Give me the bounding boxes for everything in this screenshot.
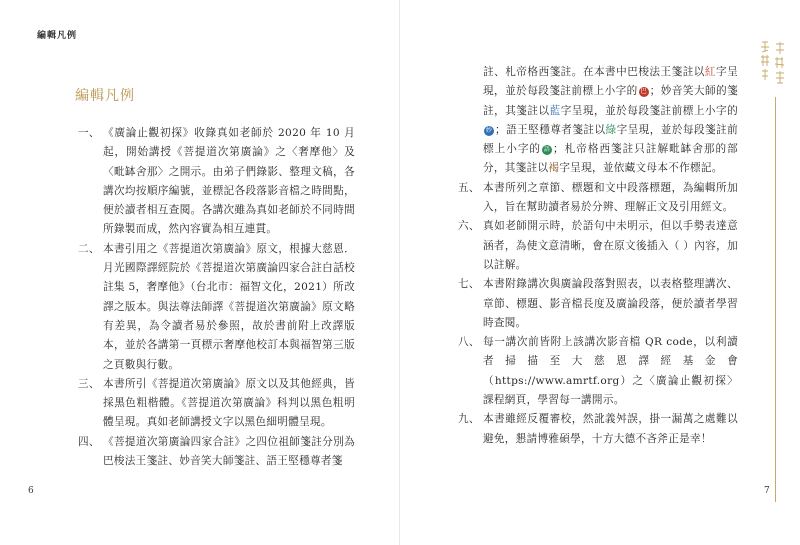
note-text: 本書附錄講次與廣論段落對照表，以表格整理講次、章節、標題、影音檔長度及廣論段落，便於讀者學習時查閱。	[483, 278, 738, 329]
red-color-word: 紅	[704, 66, 717, 78]
note-item-1	[78, 124, 355, 240]
note-number: 四、	[78, 435, 100, 448]
note-item-4	[78, 433, 355, 472]
note-number: 五、	[458, 181, 480, 194]
note-item-3	[78, 375, 355, 433]
note-item-5	[458, 179, 738, 218]
miao-badge-icon: 妙	[485, 126, 493, 134]
note-number: 三、	[78, 377, 100, 390]
editorial-notes-right	[458, 63, 738, 449]
note-item-9	[458, 410, 738, 449]
page-number-left: 6	[28, 486, 34, 496]
note-text: 字呈現，並於每段箋註前標上小字的	[483, 123, 738, 156]
note-number: 六、	[458, 220, 480, 233]
decorative-vertical-rule	[775, 97, 776, 502]
yu-badge-icon: 語	[543, 146, 551, 154]
vertical-title-logo	[756, 38, 794, 96]
note-item-7	[458, 275, 738, 333]
blue-color-word: 藍	[549, 104, 561, 117]
note-text: 字呈現，並於每段箋註前標上小字的	[560, 104, 738, 117]
note-item-4-continued	[458, 63, 738, 179]
ba-badge-icon: 巴	[640, 88, 647, 96]
green-color-word: 綠	[605, 123, 617, 136]
note-text: 真如老師開示時，於語句中未明示，但以手勢表達意涵者，為使文意清晰，會在原文後插入（ ）內容，加以註解。	[483, 220, 738, 271]
note-text: ；妙音笑大師的箋註，其箋註以	[483, 85, 738, 117]
editorial-notes-left	[78, 124, 355, 471]
note-number: 二、	[78, 242, 100, 255]
brown-color-word: 褐	[548, 162, 560, 175]
section-title: 編輯凡例	[75, 88, 135, 104]
running-head: 編輯凡例	[37, 31, 78, 41]
note-number: 八、	[458, 336, 480, 349]
note-number: 一、	[78, 127, 100, 139]
note-number: 九、	[458, 413, 480, 426]
note-text: ；札帝格西箋註只註解毗缽舍那的部分，其箋註以	[483, 143, 738, 175]
note-text: ；語王堅穩尊者箋註以	[495, 123, 606, 136]
note-item-6	[458, 217, 738, 275]
note-number: 七、	[458, 278, 480, 291]
note-text: 字呈現，並依藏文母本不作標記。	[559, 162, 723, 175]
note-text: 每一講次前皆附上該講次影音檔 QR code，以利讀者掃描至大慈恩譯經基金會（https://www.amrtf.org）之〈廣論止觀初探〉課程網頁，學習每一講開示。	[483, 336, 738, 407]
note-text: 《菩提道次第廣論四家合註》之四位祖師箋註分別為巴梭法王箋註、妙音笑大師箋註、語王堅穩尊者箋	[103, 435, 355, 468]
note-text: 本書所列之章節、標題和文中段落標題，為編輯所加入，旨在幫助讀者易於分辨、理解正文及引用經文。	[483, 181, 738, 214]
note-text: 字呈現，並於每段箋註前標上小字的	[483, 66, 739, 98]
page-number-right: 7	[764, 486, 770, 496]
note-item-8	[458, 333, 738, 410]
note-text: 《廣論止觀初探》收錄真如老師於 2020 年 10 月起，開始講授《菩提道次第廣論》之〈奢摩他〉及〈毗缽舍那〉之開示。由弟子們錄影、整理文稿，各講次均按順序編號，並標記各段落影音檔之時間點，便於讀者相互查閱。各講次雖為真如老師於不同時間所錄製而成，然內容實為相互連貫。	[103, 127, 355, 236]
note-text: 本書雖經反覆審校，然訛義舛誤，掛一漏萬之處難以避免，懇請博雅碩學，十方大德不吝斧正是幸！	[483, 413, 738, 445]
note-item-2	[78, 240, 355, 375]
note-text: 本書所引《菩提道次第廣論》原文以及其他經典，皆採黑色粗楷體。《菩提道次第廣論》科判以黑色粗明體呈現。真如老師講授文字以黑色細明體呈現。	[103, 377, 355, 429]
note-text: 註、札帝格西箋註。在本書中巴梭法王箋註以	[483, 66, 705, 78]
note-text: 本書引用之《菩提道次第廣論》原文，根據大慈恩．月光國際譯經院於《菩提道次第廣論四家合註白話校註集 5，奢摩他》（台北市：福智文化，2021）所改譯之版本。與法尊法師譯《菩提道次第廣論》原文略有差異，為令讀者易於參照，故於書前附上改譯版本，並於各講第一頁標示奢摩他校訂本與福智第三版之頁數與行數。	[103, 242, 355, 371]
